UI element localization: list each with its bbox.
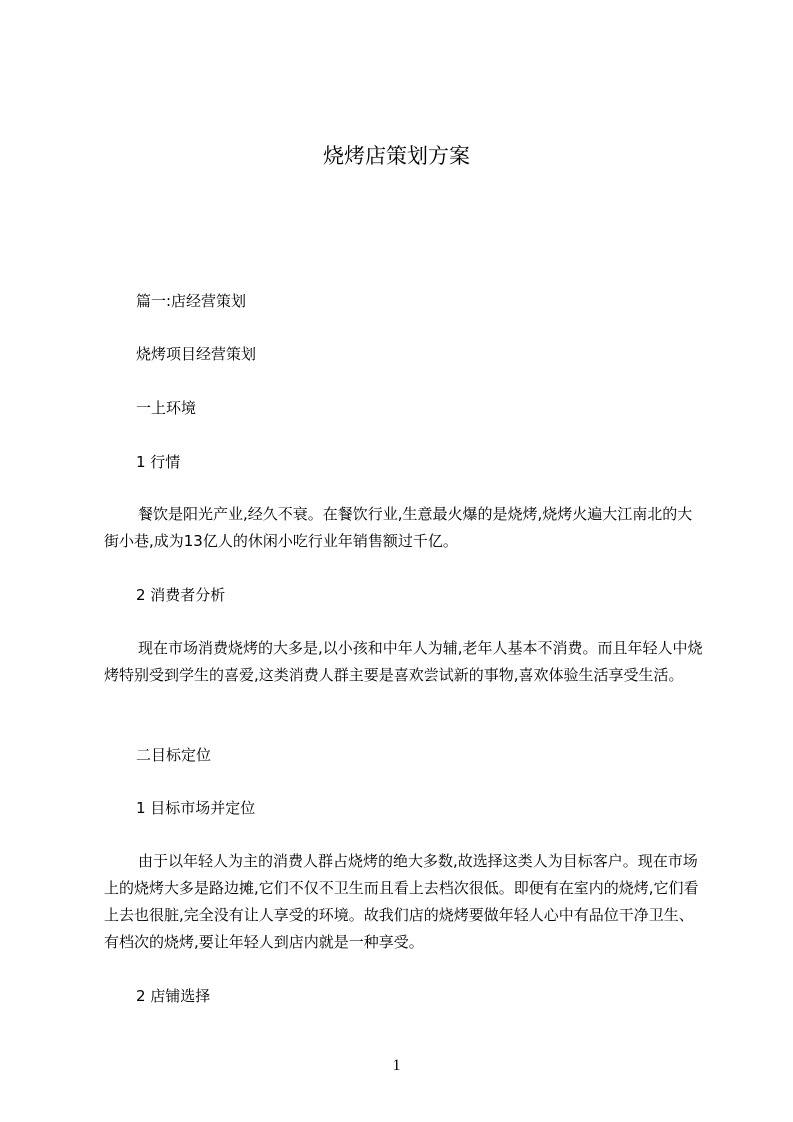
document-title: 烧烤店策划方案 <box>323 144 470 168</box>
page-number: 1 <box>392 1057 401 1074</box>
section-heading-plan: 篇一:店经营策划 <box>136 292 247 310</box>
subheading-market: 1 行情 <box>136 453 181 471</box>
paragraph-consumer-analysis: 现在市场消费烧烤的大多是,以小孩和中年人为辅,老年人基本不消费。而且年轻人中烧烤特别受到学生的喜爱,这类消费人群主要是喜欢尝试新的事物,喜欢体验生活享受生活。 <box>104 639 703 684</box>
section-heading-target-positioning: 二目标定位 <box>136 746 212 764</box>
paragraph-target-market: 由于以年轻人为主的消费人群占烧烤的绝大多数,故选择这类人为目标客户。现在市场上的烧烤大多是路边摊,它们不仅不卫生而且看上去档次很低。即便有在室内的烧烤,它们看上去也很脏,完全没有让人享受的环境。故我们店的烧烤要做年轻人心中有品位干净卫生、有档次的烧烤,要让年轻人到店内就是一种享受。 <box>104 852 699 951</box>
section-heading-bbq-project: 烧烤项目经营策划 <box>136 345 257 363</box>
subheading-store-selection: 2 店铺选择 <box>136 987 211 1005</box>
section-heading-environment: 一上环境 <box>136 399 197 417</box>
subheading-target-market: 1 目标市场并定位 <box>136 799 256 817</box>
subheading-consumer-analysis: 2 消费者分析 <box>136 586 226 604</box>
paragraph-market: 餐饮是阳光产业,经久不衰。在餐饮行业,生意最火爆的是烧烤,烧烤火遍大江南北的大街小巷,成为13亿人的休闲小吃行业年销售额过千亿。 <box>104 505 693 550</box>
